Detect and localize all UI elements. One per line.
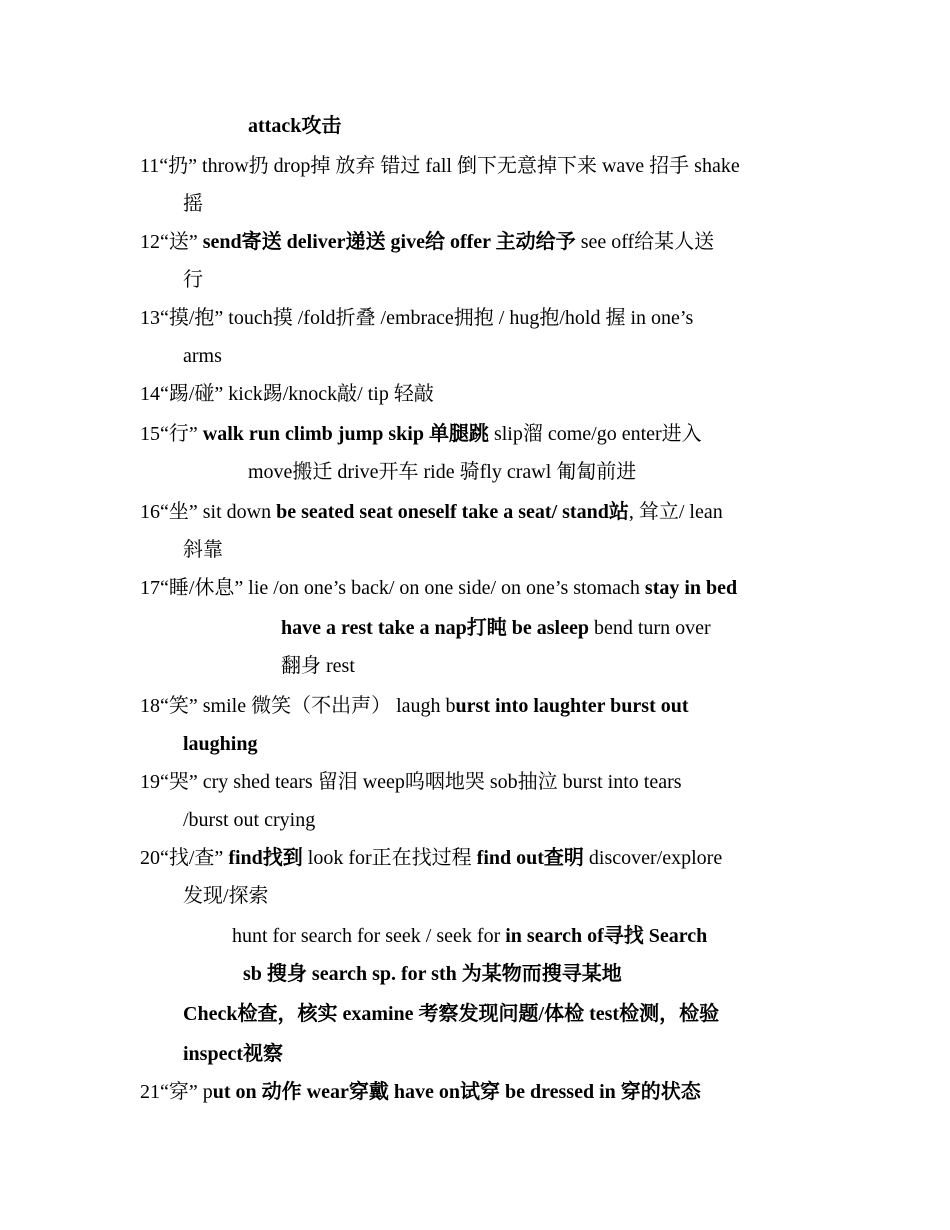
text-segment: 16“坐” sit down: [140, 501, 277, 523]
text-segment: 18“笑” smile 微笑（不出声） laugh b: [140, 695, 456, 717]
text-segment: arms: [183, 345, 222, 367]
bold-text-segment: ut on 动作 wear穿戴 have on试穿 be dressed in 穿的状态: [212, 1081, 701, 1103]
text-line: [140, 500, 723, 524]
text-line: [281, 616, 711, 640]
bold-text-segment: Check检查，核实 examine 考察发现问题/体检 test检测，检验: [183, 1003, 720, 1025]
bold-text-segment: attack攻击: [248, 115, 342, 137]
text-line: [248, 114, 341, 138]
bold-text-segment: in search of寻找 Search: [505, 925, 708, 947]
bold-text-segment: be seated seat oneself take a seat/ stand站: [276, 501, 629, 523]
bold-text-segment: laughing: [183, 733, 258, 755]
text-segment: 14“踢/碰” kick踢/knock敲/ tip 轻敲: [140, 383, 434, 405]
text-line: [140, 382, 434, 406]
text-line: [140, 846, 722, 870]
text-line: [140, 576, 737, 600]
bold-text-segment: walk run climb jump skip 单腿跳: [202, 423, 489, 445]
text-line: [183, 538, 223, 562]
bold-text-segment: sb 搜身 search sp. for sth 为某物而搜寻某地: [243, 963, 622, 985]
text-line: [140, 306, 693, 330]
text-line: [281, 654, 355, 678]
bold-text-segment: inspect视察: [183, 1043, 283, 1065]
text-line: [183, 732, 257, 756]
text-segment: 21“穿” p: [140, 1081, 213, 1103]
text-line: [183, 884, 269, 908]
text-segment: 发现/探索: [183, 885, 269, 907]
text-line: [183, 344, 222, 368]
text-segment: 行: [183, 269, 203, 291]
text-segment: , 耸立/ lean: [628, 501, 723, 523]
text-segment: 11“扔” throw扔 drop掉 放弃 错过 fall 倒下无意掉下来 wave 招手 shake: [140, 155, 740, 177]
text-segment: 翻身 rest: [281, 655, 355, 677]
text-segment: look for正在找过程: [302, 847, 477, 869]
text-segment: hunt for search for seek / seek for: [232, 925, 506, 947]
text-segment: move搬迁 drive开车 ride 骑fly crawl 匍匐前进: [248, 461, 637, 483]
bold-text-segment: stay in bed: [644, 577, 738, 599]
text-segment: see off给某人送: [575, 231, 715, 253]
text-segment: 12“送”: [140, 231, 203, 253]
text-line: [183, 1042, 283, 1066]
text-segment: 15“行”: [140, 423, 203, 445]
text-line: [140, 770, 682, 794]
text-segment: 斜靠: [183, 539, 223, 561]
text-segment: 20“找/查”: [140, 847, 229, 869]
text-segment: slip溜 come/go enter进入: [488, 423, 702, 445]
text-segment: discover/explore: [583, 847, 723, 869]
bold-text-segment: send寄送 deliver递送 give给 offer 主动给予: [202, 231, 576, 253]
bold-text-segment: find out查明: [476, 847, 584, 869]
text-line: [183, 808, 315, 832]
bold-text-segment: find找到: [228, 847, 303, 869]
text-line: [140, 154, 740, 178]
bold-text-segment: have a rest take a nap打盹 be asleep: [281, 617, 589, 639]
text-line: [140, 230, 714, 254]
text-segment: 13“摸/抱” touch摸 /fold折叠 /embrace拥抱 / hug抱/hold 握 in one’s: [140, 307, 694, 329]
text-line: [183, 1002, 719, 1026]
text-line: [248, 460, 636, 484]
text-segment: 摇: [183, 193, 203, 215]
text-segment: /burst out crying: [183, 809, 316, 831]
text-line: [140, 1080, 701, 1104]
text-segment: 17“睡/休息” lie /on one’s back/ on one side/ on one’s stomach: [140, 577, 645, 599]
text-line: [243, 962, 622, 986]
text-line: [232, 924, 707, 948]
text-line: [140, 422, 702, 446]
text-segment: 19“哭” cry shed tears 留泪 weep呜咽地哭 sob抽泣 burst into tears: [140, 771, 682, 793]
bold-text-segment: urst into laughter burst out: [455, 695, 689, 717]
text-line: [140, 694, 689, 718]
text-segment: bend turn over: [588, 617, 711, 639]
text-line: [183, 268, 203, 292]
text-line: [183, 192, 203, 216]
